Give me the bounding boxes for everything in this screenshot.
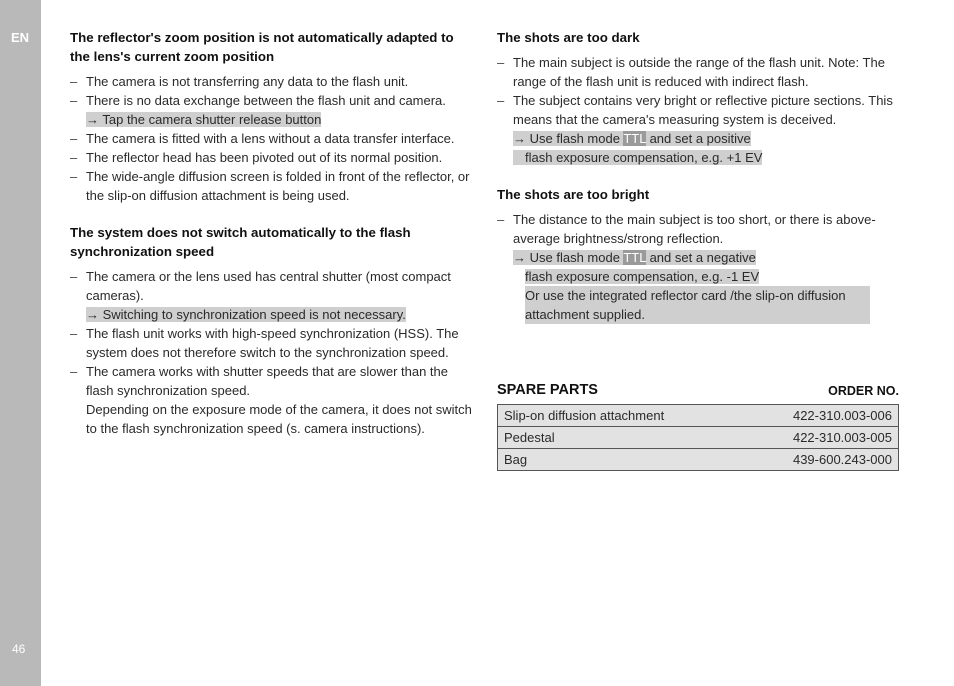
action-instruction: Or use the integrated reflector card /the slip-on diffusion attachment supplied. [525, 286, 870, 324]
list-item-text: The camera works with shutter speeds that are slower than the flash synchronization speed. [86, 364, 449, 398]
section-title: The reflector's zoom position is not automatically adapted to the lens's current zoom position [70, 30, 454, 64]
ttl-mode-label: TTL [623, 250, 646, 265]
section-sync-speed [70, 223, 472, 438]
list-item: – The flash unit works with high-speed synchronization (HSS). The system does not therefore switch to the synchronization speed. [70, 324, 472, 362]
action-instruction: → Use flash mode TTL and set a negative [513, 250, 756, 265]
list-item: – The wide-angle diffusion screen is folded in front of the reflector, or the slip-on diffusion attachment is being used. [70, 167, 472, 205]
side-bar [0, 0, 41, 686]
section-too-bright [497, 185, 899, 324]
section-too-dark [497, 28, 899, 167]
spare-parts-title: SPARE PARTS [497, 382, 598, 398]
list-item-text: There is no data exchange between the flash unit and camera. [86, 93, 446, 108]
ev-value: +1 [726, 150, 742, 165]
list-item-text: The subject contains very bright or reflective picture sections. This means that the camera's measuring system is deceived. [513, 93, 893, 127]
list-item [70, 267, 472, 324]
list-item-text: The distance to the main subject is too short, or there is above-average brightness/strong reflection. [513, 212, 876, 246]
right-column [497, 28, 899, 342]
part-order-number: 439-600.243-000 [741, 449, 898, 471]
part-order-number: 422-310.003-006 [741, 405, 898, 427]
action-instruction: → Tap the camera shutter release button [86, 112, 322, 127]
list-item [497, 91, 899, 167]
list-item: – The camera is fitted with a lens without a data transfer interface. [70, 129, 472, 148]
list-item [70, 362, 472, 438]
section-title: The system does not switch automatically to the flash synchronization speed [70, 225, 411, 259]
spare-parts-header [497, 382, 899, 402]
section-zoom-position [70, 28, 472, 205]
bullet-list [497, 210, 899, 324]
section-title: The shots are too bright [497, 187, 650, 202]
section-title: The shots are too dark [497, 30, 640, 45]
table-row [498, 449, 899, 471]
action-instruction: flash exposure compensation, e.g. +1 EV [513, 150, 762, 165]
list-item [497, 210, 899, 324]
action-instruction: → Switching to synchronization speed is not necessary. [86, 307, 406, 322]
bullet-list [70, 267, 472, 438]
table-row [498, 405, 899, 427]
ttl-mode-label: TTL [623, 131, 646, 146]
ev-value: -1 [726, 269, 739, 284]
action-instruction: flash exposure compensation, e.g. -1 EV [525, 269, 760, 284]
list-item: – The main subject is outside the range of the flash unit. Note: The range of the flash unit is reduced with indirect flash. [497, 53, 899, 91]
list-item-text: The camera or the lens used has central shutter (most compact cameras). [86, 269, 451, 303]
list-item [70, 91, 472, 129]
list-item-extra: Depending on the exposure mode of the camera, it does not switch to the flash synchronization speed (s. camera instructions). [86, 402, 472, 436]
part-name: Slip-on diffusion attachment [498, 405, 742, 427]
bullet-list [70, 72, 472, 205]
list-item: – The reflector head has been pivoted out of its normal position. [70, 148, 472, 167]
action-instruction: → Use flash mode TTL and set a positive [513, 131, 751, 146]
table-row [498, 427, 899, 449]
bullet-list [497, 53, 899, 167]
part-name: Pedestal [498, 427, 742, 449]
part-order-number: 422-310.003-005 [741, 427, 898, 449]
left-column [70, 28, 472, 456]
list-item: – The camera is not transferring any data to the flash unit. [70, 72, 472, 91]
spare-parts-table [497, 404, 899, 471]
part-name: Bag [498, 449, 742, 471]
page-number: 46 [12, 642, 26, 656]
language-label: EN [11, 30, 30, 45]
order-number-header: ORDER NO. [828, 384, 899, 398]
